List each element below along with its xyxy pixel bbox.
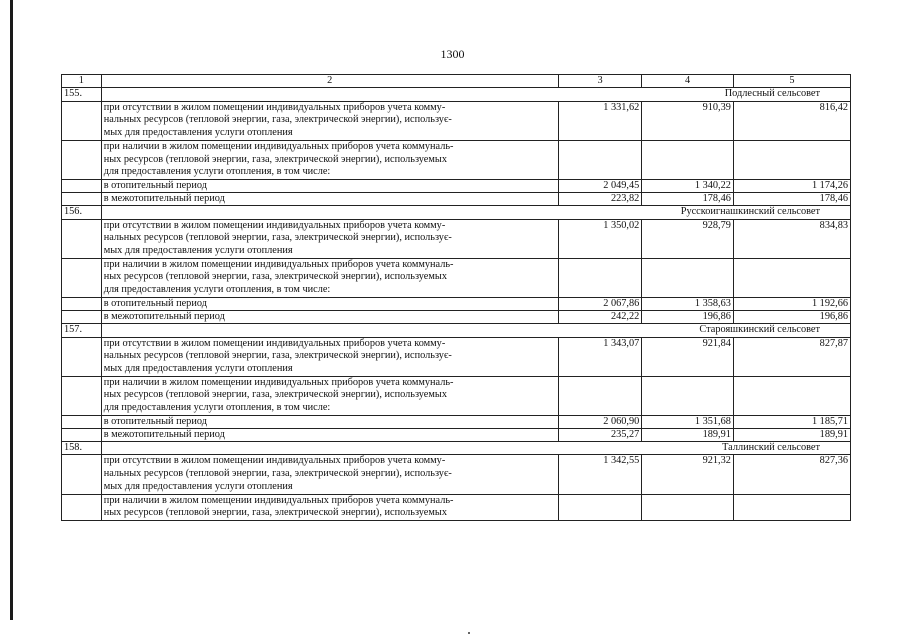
interheating-value-col4: 189,91 [642, 428, 734, 441]
section-title: Русскоигнашкинский сельсовет [101, 205, 850, 219]
no-meter-value-col4: 910,39 [642, 101, 734, 140]
no-meter-value-col4: 921,84 [642, 337, 734, 376]
meter-row [62, 140, 851, 179]
header-col-4: 4 [642, 75, 734, 88]
interheating-period-row [62, 428, 851, 441]
no-meter-value-col5: 827,87 [733, 337, 850, 376]
meter-row [62, 376, 851, 415]
section-title: Старояшкинский сельсовет [101, 323, 850, 337]
section-title-row [62, 205, 851, 219]
no-meter-value-col4: 928,79 [642, 219, 734, 258]
no-meter-value-col5: 834,83 [733, 219, 850, 258]
no-meter-value-col4: 921,32 [642, 455, 734, 494]
section-title: Подлесный сельсовет [101, 88, 850, 102]
heating-value-col5: 1 185,71 [733, 415, 850, 428]
interheating-period-label: в межотопительный период [101, 428, 558, 441]
heating-period-label: в отопительный период [101, 179, 558, 192]
no-meter-row [62, 455, 851, 494]
no-meter-value-col3: 1 350,02 [558, 219, 641, 258]
no-meter-description: при отсутствии в жилом помещении индивидуальных приборов учета комму- нальных ресурсов (тепловой энергии, газа, электрической энергии), использує- мых для предоставления услуги отопления [101, 219, 558, 258]
section-title: Таллинский сельсовет [101, 441, 850, 455]
section-number: 157. [62, 323, 102, 337]
interheating-value-col5: 189,91 [733, 428, 850, 441]
no-meter-row [62, 337, 851, 376]
interheating-value-col3: 235,27 [558, 428, 641, 441]
meter-row [62, 494, 851, 520]
heating-period-row [62, 297, 851, 310]
heating-value-col4: 1 351,68 [642, 415, 734, 428]
meter-description: при наличии в жилом помещении индивидуальных приборов учета коммуналь- ных ресурсов (тепловой энергии, газа, электрической энергии), используемых [101, 494, 558, 520]
header-col-1: 1 [62, 75, 102, 88]
heating-value-col4: 1 340,22 [642, 179, 734, 192]
page-number: 1300 [440, 47, 465, 61]
interheating-period-row [62, 310, 851, 323]
no-meter-value-col5: 816,42 [733, 101, 850, 140]
interheating-value-col5: 178,46 [733, 192, 850, 205]
no-meter-description: при отсутствии в жилом помещении индивидуальных приборов учета комму- нальных ресурсов (тепловой энергии, газа, электрической энергии), использує- мых для предоставления услуги отопления [101, 101, 558, 140]
interheating-period-label: в межотопительный период [101, 310, 558, 323]
heating-value-col5: 1 174,26 [733, 179, 850, 192]
interheating-period-label: в межотопительный период [101, 192, 558, 205]
heating-value-col5: 1 192,66 [733, 297, 850, 310]
no-meter-row [62, 219, 851, 258]
no-meter-value-col3: 1 331,62 [558, 101, 641, 140]
no-meter-description: при отсутствии в жилом помещении индивидуальных приборов учета комму- нальных ресурсов (тепловой энергии, газа, электрической энергии), использує- мых для предоставления услуги отопления [101, 337, 558, 376]
section-title-row [62, 441, 851, 455]
interheating-value-col4: 196,86 [642, 310, 734, 323]
no-meter-value-col3: 1 342,55 [558, 455, 641, 494]
heating-period-label: в отопительный период [101, 297, 558, 310]
no-meter-row [62, 101, 851, 140]
meter-description: при наличии в жилом помещении индивидуальных приборов учета коммуналь- ных ресурсов (тепловой энергии, газа, электрической энергии), используемых для предоставления услуги отопления, в том числе: [101, 140, 558, 179]
section-title-row [62, 88, 851, 102]
scan-speck [468, 632, 470, 634]
heating-value-col4: 1 358,63 [642, 297, 734, 310]
tariff-table [61, 74, 851, 521]
no-meter-value-col5: 827,36 [733, 455, 850, 494]
meter-row [62, 258, 851, 297]
heating-period-row [62, 179, 851, 192]
heating-period-label: в отопительный период [101, 415, 558, 428]
no-meter-value-col3: 1 343,07 [558, 337, 641, 376]
meter-description: при наличии в жилом помещении индивидуальных приборов учета коммуналь- ных ресурсов (тепловой энергии, газа, электрической энергии), используемых для предоставления услуги отопления, в том числе: [101, 376, 558, 415]
heating-value-col3: 2 067,86 [558, 297, 641, 310]
interheating-value-col3: 223,82 [558, 192, 641, 205]
interheating-value-col4: 178,46 [642, 192, 734, 205]
section-number: 155. [62, 88, 102, 102]
header-col-2: 2 [101, 75, 558, 88]
section-title-row [62, 323, 851, 337]
section-number: 158. [62, 441, 102, 455]
scan-edge-line [10, 0, 13, 620]
interheating-value-col5: 196,86 [733, 310, 850, 323]
meter-description: при наличии в жилом помещении индивидуальных приборов учета коммуналь- ных ресурсов (тепловой энергии, газа, электрической энергии), используемых для предоставления услуги отопления, в том числе: [101, 258, 558, 297]
heating-value-col3: 2 049,45 [558, 179, 641, 192]
no-meter-description: при отсутствии в жилом помещении индивидуальных приборов учета комму- нальных ресурсов (тепловой энергии, газа, электрической энергии), использує- мых для предоставления услуги отопления [101, 455, 558, 494]
heating-period-row [62, 415, 851, 428]
header-col-5: 5 [733, 75, 850, 88]
section-number: 156. [62, 205, 102, 219]
interheating-value-col3: 242,22 [558, 310, 641, 323]
heating-value-col3: 2 060,90 [558, 415, 641, 428]
header-col-3: 3 [558, 75, 641, 88]
table-header-row [62, 75, 851, 88]
interheating-period-row [62, 192, 851, 205]
